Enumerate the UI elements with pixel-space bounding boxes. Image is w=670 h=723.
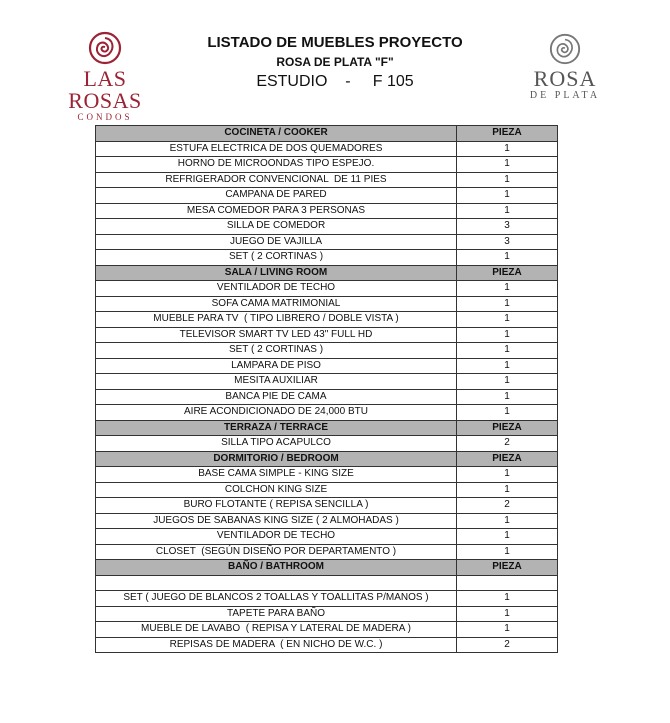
item-quantity: 1 [457,172,558,188]
item-quantity: 1 [457,513,558,529]
item-quantity: 1 [457,141,558,157]
item-description: COLCHON KING SIZE [96,482,457,498]
item-description: BANCA PIE DE CAMA [96,389,457,405]
table-row [96,513,558,529]
item-description: SET ( 2 CORTINAS ) [96,343,457,359]
table-row [96,405,558,421]
item-quantity: 3 [457,219,558,235]
page-title: LISTADO DE MUEBLES PROYECTO [207,34,463,51]
table-row [96,358,558,374]
item-quantity: 1 [457,622,558,638]
table-row [96,312,558,328]
table-row [96,296,558,312]
section-header-row [96,560,558,576]
item-description: VENTILADOR DE TECHO [96,281,457,297]
item-description: BASE CAMA SIMPLE - KING SIZE [96,467,457,483]
item-quantity: 2 [457,498,558,514]
table-row [96,343,558,359]
title-block [180,34,490,92]
item-description: TELEVISOR SMART TV LED 43" FULL HD [96,327,457,343]
table-row [96,157,558,173]
table-row [96,188,558,204]
table-row [96,219,558,235]
table-row [96,389,558,405]
item-description: SET ( 2 CORTINAS ) [96,250,457,266]
item-quantity: 1 [457,482,558,498]
table-row [96,281,558,297]
right-logo-sub: DE PLATA [529,90,601,101]
item-quantity: 1 [457,405,558,421]
item-description: VENTILADOR DE TECHO [96,529,457,545]
unit-label: ESTUDIO - F 105 [256,73,414,90]
item-description: HORNO DE MICROONDAS TIPO ESPEJO. [96,157,457,173]
item-quantity: 1 [457,529,558,545]
table-row [96,467,558,483]
furniture-table [95,125,558,653]
item-description: SILLA DE COMEDOR [96,219,457,235]
item-quantity: 1 [457,343,558,359]
table-row [96,327,558,343]
item-quantity: 2 [457,637,558,653]
table-row [96,575,558,591]
item-quantity: 1 [457,467,558,483]
item-description: MESA COMEDOR PARA 3 PERSONAS [96,203,457,219]
table-row [96,172,558,188]
item-quantity: 1 [457,157,558,173]
item-quantity: 1 [457,203,558,219]
table-row [96,544,558,560]
item-description: CAMPANA DE PARED [96,188,457,204]
qty-header: PIEZA [457,420,558,436]
item-quantity: 1 [457,188,558,204]
item-description: ESTUFA ELECTRICA DE DOS QUEMADORES [96,141,457,157]
las-rosas-logo [45,30,165,122]
item-description: MUEBLE PARA TV ( TIPO LIBRERO / DOBLE VISTA ) [96,312,457,328]
item-quantity: 3 [457,234,558,250]
qty-header: PIEZA [457,126,558,142]
item-description: BURO FLOTANTE ( REPISA SENCILLA ) [96,498,457,514]
item-quantity: 1 [457,312,558,328]
table-row [96,622,558,638]
table-row [96,529,558,545]
item-quantity: 1 [457,327,558,343]
table-row [96,203,558,219]
section-title: TERRAZA / TERRACE [96,420,457,436]
item-description: REFRIGERADOR CONVENCIONAL DE 11 PIES [96,172,457,188]
item-description: SET ( JUEGO DE BLANCOS 2 TOALLAS Y TOALLITAS P/MANOS ) [96,591,457,607]
item-description: MESITA AUXILIAR [96,374,457,390]
item-quantity: 1 [457,389,558,405]
table-row [96,482,558,498]
table-row [96,234,558,250]
left-logo-sub: CONDOS [77,112,133,122]
item-description: TAPETE PARA BAÑO [96,606,457,622]
rose-icon [87,30,123,66]
section-title: COCINETA / COOKER [96,126,457,142]
item-quantity: 1 [457,296,558,312]
item-quantity: 1 [457,544,558,560]
qty-header: PIEZA [457,265,558,281]
section-header-row [96,451,558,467]
table-row [96,498,558,514]
qty-header: PIEZA [457,560,558,576]
item-quantity: 1 [457,606,558,622]
table-row [96,637,558,653]
item-description: JUEGOS DE SABANAS KING SIZE ( 2 ALMOHADAS ) [96,513,457,529]
qty-header: PIEZA [457,451,558,467]
right-logo-brand: ROSA [533,66,597,91]
section-header-row [96,126,558,142]
section-header-row [96,420,558,436]
item-description: CLOSET (SEGÚN DISEÑO POR DEPARTAMENTO ) [96,544,457,560]
item-description: JUEGO DE VAJILLA [96,234,457,250]
section-title: SALA / LIVING ROOM [96,265,457,281]
rose-icon [548,32,582,66]
table-row [96,374,558,390]
item-quantity: 1 [457,250,558,266]
item-description [96,575,457,591]
project-subtitle: ROSA DE PLATA "F" [276,55,394,69]
section-title: DORMITORIO / BEDROOM [96,451,457,467]
item-quantity [457,575,558,591]
left-logo-brand: LAS ROSAS [68,66,142,113]
item-quantity: 1 [457,591,558,607]
rosa-de-plata-logo [510,32,620,101]
item-description: AIRE ACONDICIONADO DE 24,000 BTU [96,405,457,421]
table-row [96,141,558,157]
item-description: LAMPARA DE PISO [96,358,457,374]
section-header-row [96,265,558,281]
table-row [96,250,558,266]
table-row [96,591,558,607]
table-row [96,606,558,622]
item-quantity: 2 [457,436,558,452]
item-description: REPISAS DE MADERA ( EN NICHO DE W.C. ) [96,637,457,653]
item-description: SOFA CAMA MATRIMONIAL [96,296,457,312]
item-quantity: 1 [457,358,558,374]
item-description: MUEBLE DE LAVABO ( REPISA Y LATERAL DE MADERA ) [96,622,457,638]
table-row [96,436,558,452]
section-title: BAÑO / BATHROOM [96,560,457,576]
item-quantity: 1 [457,374,558,390]
item-quantity: 1 [457,281,558,297]
item-description: SILLA TIPO ACAPULCO [96,436,457,452]
